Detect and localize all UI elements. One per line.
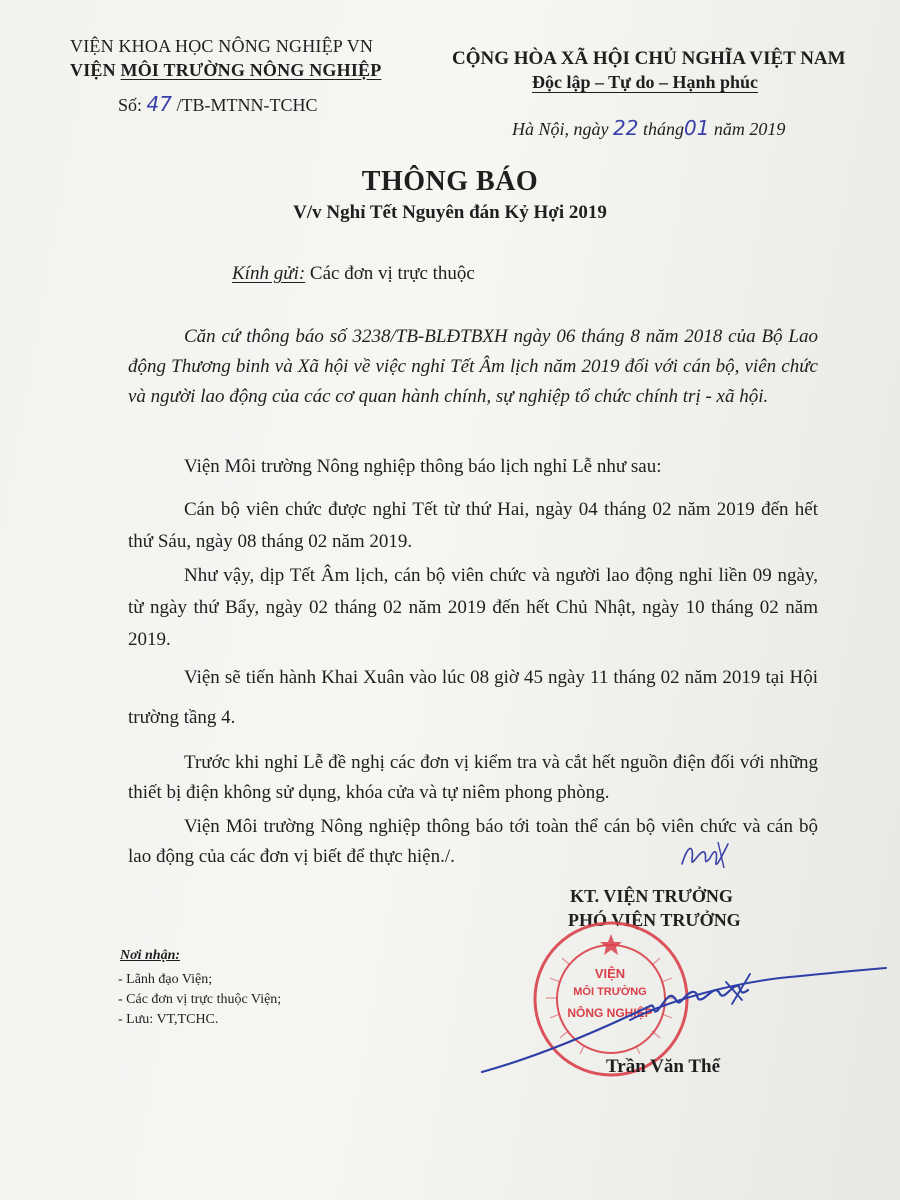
document-subtitle: V/v Nghỉ Tết Nguyên đán Kỷ Hợi 2019	[293, 202, 607, 223]
recipient-line	[232, 263, 475, 285]
date-day: 22	[613, 116, 639, 140]
recipients-item: - Lãnh đạo Viện;	[118, 972, 213, 987]
date-mid: tháng	[638, 119, 684, 139]
parent-organization: VIỆN KHOA HỌC NÔNG NGHIỆP VN	[70, 36, 374, 56]
organization-prefix: VIỆN	[70, 60, 121, 80]
issue-date	[512, 116, 785, 140]
docno-prefix: Số:	[118, 95, 147, 115]
stamp-line-2: MÔI TRƯỜNG	[573, 986, 647, 998]
recipient-value: Các đơn vị trực thuộc	[305, 263, 475, 284]
recipients-title: Nơi nhận:	[120, 948, 181, 963]
handwritten-initials	[678, 838, 738, 872]
body-paragraph-7: Viện Môi trường Nông nghiệp thông báo tới toàn thể cán bộ viên chức và cán bộ lao động của các đơn vị biết để thực hiện./.	[128, 816, 818, 867]
recipient-label: Kính gửi:	[232, 263, 306, 284]
recipients-item: - Các đơn vị trực thuộc Viện;	[118, 992, 282, 1007]
docno-handwritten: 47	[146, 92, 172, 116]
organization-name-underlined: MÔI TRƯỜNG NÔNG NGHIỆP	[120, 60, 382, 80]
nation-title: CỘNG HÒA XÃ HỘI CHỦ NGHĨA VIỆT NAM	[452, 48, 846, 69]
motto	[532, 72, 758, 93]
signer-name: Trần Văn Thể	[606, 1056, 721, 1077]
body-paragraph-2: Viện Môi trường Nông nghiệp thông báo lịch nghỉ Lễ như sau:	[184, 456, 662, 477]
document-title: THÔNG BÁO	[361, 166, 539, 197]
docno-suffix: /TB-MTNN-TCHC	[171, 95, 318, 115]
motto-text: Độc lập – Tự do – Hạnh phúc	[532, 72, 759, 92]
body-paragraph-5: Viện sẽ tiến hành Khai Xuân vào lúc 08 giờ 45 ngày 11 tháng 02 năm 2019 tại Hội trường tầng 4.	[128, 667, 818, 728]
date-suffix: năm 2019	[709, 119, 786, 139]
recipients-item: - Lưu: VT,TCHC.	[118, 1012, 219, 1027]
signature-title-2: PHÓ VIỆN TRƯỞNG	[568, 910, 741, 930]
date-month: 01	[683, 116, 710, 140]
date-prefix: Hà Nội, ngày	[512, 119, 613, 139]
body-paragraph-6: Trước khi nghỉ Lễ đề nghị các đơn vị kiểm tra và cắt hết nguồn điện đối với những thiết bị điện không sử dụng, khóa cửa và tự niêm phong phòng.	[128, 752, 818, 803]
body-paragraph-4: Như vậy, dịp Tết Âm lịch, cán bộ viên chức và người lao động nghỉ liền 09 ngày, từ ngày thứ Bẩy, ngày 02 tháng 02 năm 2019 đến hết Chủ Nhật, ngày 10 tháng 02 năm 2019.	[128, 565, 818, 650]
organization-name	[70, 60, 381, 81]
body-paragraph-3: Cán bộ viên chức được nghỉ Tết từ thứ Hai, ngày 04 tháng 02 năm 2019 đến hết thứ Sáu, ngày 08 tháng 02 năm 2019.	[128, 499, 818, 552]
signature-title-1: KT. VIỆN TRƯỞNG	[570, 886, 733, 906]
stamp-line-1: VIỆN	[594, 966, 626, 981]
stamp-line-3: NÔNG NGHIỆP	[567, 1006, 653, 1020]
document-number	[118, 92, 317, 116]
body-paragraph-1: Căn cứ thông báo số 3238/TB-BLĐTBXH ngày 06 tháng 8 năm 2018 của Bộ Lao động Thương binh và Xã hội về việc nghỉ Tết Âm lịch năm 2019 đối với cán bộ, viên chức và người lao động của các cơ quan hành chính, sự nghiệp tổ chức chính trị - xã hội.	[128, 326, 818, 407]
